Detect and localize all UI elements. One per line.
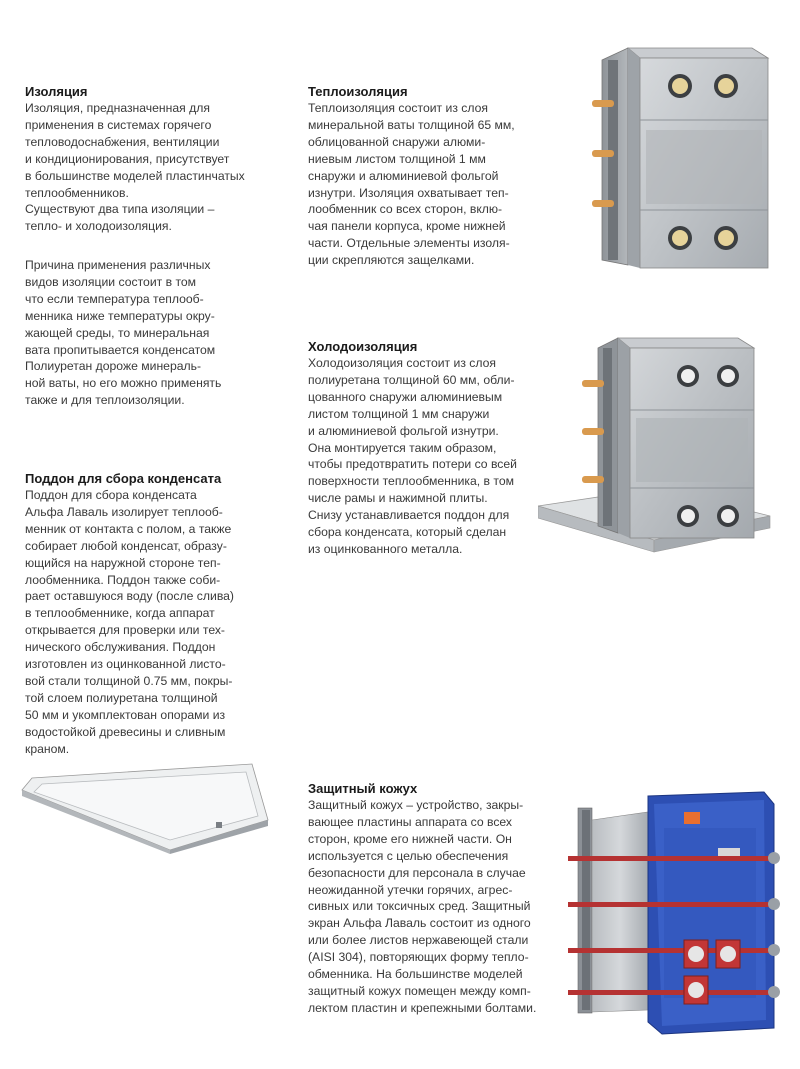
text-line: вата пропитывается конденсатом <box>25 342 216 357</box>
heat-exchanger-protective-shroud-image <box>568 790 790 1035</box>
section-title-shroud: Защитный кожух <box>308 781 418 796</box>
text-line: обменника. На большинстве моделей <box>308 967 523 982</box>
section-text-tray <box>25 487 285 758</box>
text-line: 50 мм и укомплектован опорами из <box>25 707 226 722</box>
text-line: и кондиционирования, присутствует <box>25 151 230 166</box>
section-insulation-reason <box>25 257 280 409</box>
text-line: поверхности теплообменника, в том <box>308 474 514 489</box>
section-text-insulation <box>25 100 280 235</box>
text-line: защитный кожух помещен между комп- <box>308 983 531 998</box>
text-line: менник от контакта с полом, а также <box>25 521 232 536</box>
section-cold <box>308 339 573 558</box>
text-line: Причина применения различных <box>25 258 211 272</box>
text-line: сторон, кроме его нижней части. Он <box>308 831 512 846</box>
text-line: краном. <box>25 741 70 756</box>
text-line: изготовлен из оцинкованной листо- <box>25 657 226 672</box>
text-line: чая панели корпуса, кроме нижней <box>308 219 506 234</box>
text-line: также и для теплоизоляции. <box>25 393 185 408</box>
text-line: менника ниже температуры окру- <box>25 308 215 323</box>
heat-exchanger-cold-insulation-image <box>538 328 778 568</box>
text-line: и алюминиевой фольгой изнутри. <box>308 423 499 438</box>
section-text-insulation-reason <box>25 257 280 409</box>
text-line: Изоляция, предназначенная для <box>25 101 210 115</box>
text-line: что если температура теплооб- <box>25 291 204 306</box>
section-title-insulation: Изоляция <box>25 84 88 99</box>
text-line: вающее пластины аппарата со всех <box>308 814 513 829</box>
section-title-tray: Поддон для сбора конденсата <box>25 471 222 486</box>
text-line: безопасности для персонала в случае <box>308 865 526 880</box>
text-line: открывается для проверки или тех- <box>25 623 225 638</box>
text-line: облицованной снаружи алюми- <box>308 134 486 149</box>
text-line: вой стали толщиной 0.75 мм, покры- <box>25 673 233 688</box>
text-line: неожиданной утечки горячих, агрес- <box>308 882 513 897</box>
text-line: лообменник со всех сторон, вклю- <box>308 202 503 217</box>
text-line: тепло- и холодоизоляция. <box>25 219 172 234</box>
text-line: рает оставшуюся воду (после слива) <box>25 589 234 604</box>
text-line: или более листов нержавеющей стали <box>308 933 529 948</box>
text-line: водостойкой древесины и сливным <box>25 724 226 739</box>
text-line: Снизу устанавливается поддон для <box>308 508 510 523</box>
text-line: теплообменников. <box>25 185 129 200</box>
text-line: нического обслуживания. Поддон <box>25 640 216 655</box>
text-line: Она монтируется таким образом, <box>308 440 497 455</box>
section-insulation <box>25 84 280 235</box>
text-line: лообменника. Поддон также соби- <box>25 572 221 587</box>
text-line: в теплообменнике, когда аппарат <box>25 606 215 621</box>
text-line: полиуретана толщиной 60 мм, обли- <box>308 372 515 387</box>
text-line: тепловодоснабжения, вентиляции <box>25 134 220 149</box>
text-line: числе рамы и нажимной плиты. <box>308 491 488 506</box>
section-text-shroud <box>308 797 568 1017</box>
section-shroud <box>308 781 568 1017</box>
text-line: Существуют два типа изоляции – <box>25 202 215 217</box>
text-line: снаружи и алюминиевой фольгой <box>308 168 499 183</box>
text-line: собирает любой конденсат, образу- <box>25 538 227 553</box>
section-tray <box>25 471 285 758</box>
section-title-cold: Холодоизоляция <box>308 339 418 354</box>
condensate-tray-image <box>20 760 270 855</box>
text-line: цованного снаружи алюминиевым <box>308 389 503 404</box>
text-line: применения в системах горячего <box>25 117 212 132</box>
text-line: сбора конденсата, который сделан <box>308 525 507 540</box>
section-title-thermal: Теплоизоляция <box>308 84 408 99</box>
text-line: экран Альфа Лаваль состоит из одного <box>308 916 531 931</box>
text-line: Поддон для сбора конденсата <box>25 488 197 502</box>
text-line: той слоем полиуретана толщиной <box>25 690 218 705</box>
text-line: ной ваты, но его можно применять <box>25 376 222 391</box>
heat-exchanger-thermal-insulation-image <box>580 40 780 275</box>
text-line: Теплоизоляция состоит из слоя <box>308 101 489 115</box>
text-line: минеральной ваты толщиной 65 мм, <box>308 117 515 132</box>
text-line: используется с целью обеспечения <box>308 848 509 863</box>
text-line: ции скрепляются защелками. <box>308 253 475 268</box>
section-text-thermal <box>308 100 573 269</box>
text-line: ющийся на наружной стороне теп- <box>25 555 221 570</box>
text-line: Альфа Лаваль изолирует теплооб- <box>25 504 223 519</box>
text-line: части. Отдельные элементы изоля- <box>308 236 510 251</box>
text-line: жающей среды, то минеральная <box>25 325 210 340</box>
section-thermal <box>308 84 573 269</box>
text-line: сивных или токсичных сред. Защитный <box>308 899 531 914</box>
section-text-cold <box>308 355 573 558</box>
text-line: (AISI 304), повторяющих форму тепло- <box>308 950 529 965</box>
text-line: Холодоизоляция состоит из слоя <box>308 356 497 370</box>
text-line: изнутри. Изоляция охватывает теп- <box>308 185 509 200</box>
text-line: из оцинкованного металла. <box>308 541 463 556</box>
text-line: чтобы предотвратить потери со всей <box>308 457 517 472</box>
text-line: Полиуретан дороже минераль- <box>25 359 202 374</box>
text-line: листом толщиной 1 мм снаружи <box>308 406 490 421</box>
text-line: Защитный кожух – устройство, закры- <box>308 798 524 812</box>
text-line: ниевым листом толщиной 1 мм <box>308 151 486 166</box>
text-line: в большинстве моделей пластинчатых <box>25 168 245 183</box>
text-line: видов изоляции состоит в том <box>25 274 197 289</box>
text-line: лектом пластин и крепежными болтами. <box>308 1000 537 1015</box>
